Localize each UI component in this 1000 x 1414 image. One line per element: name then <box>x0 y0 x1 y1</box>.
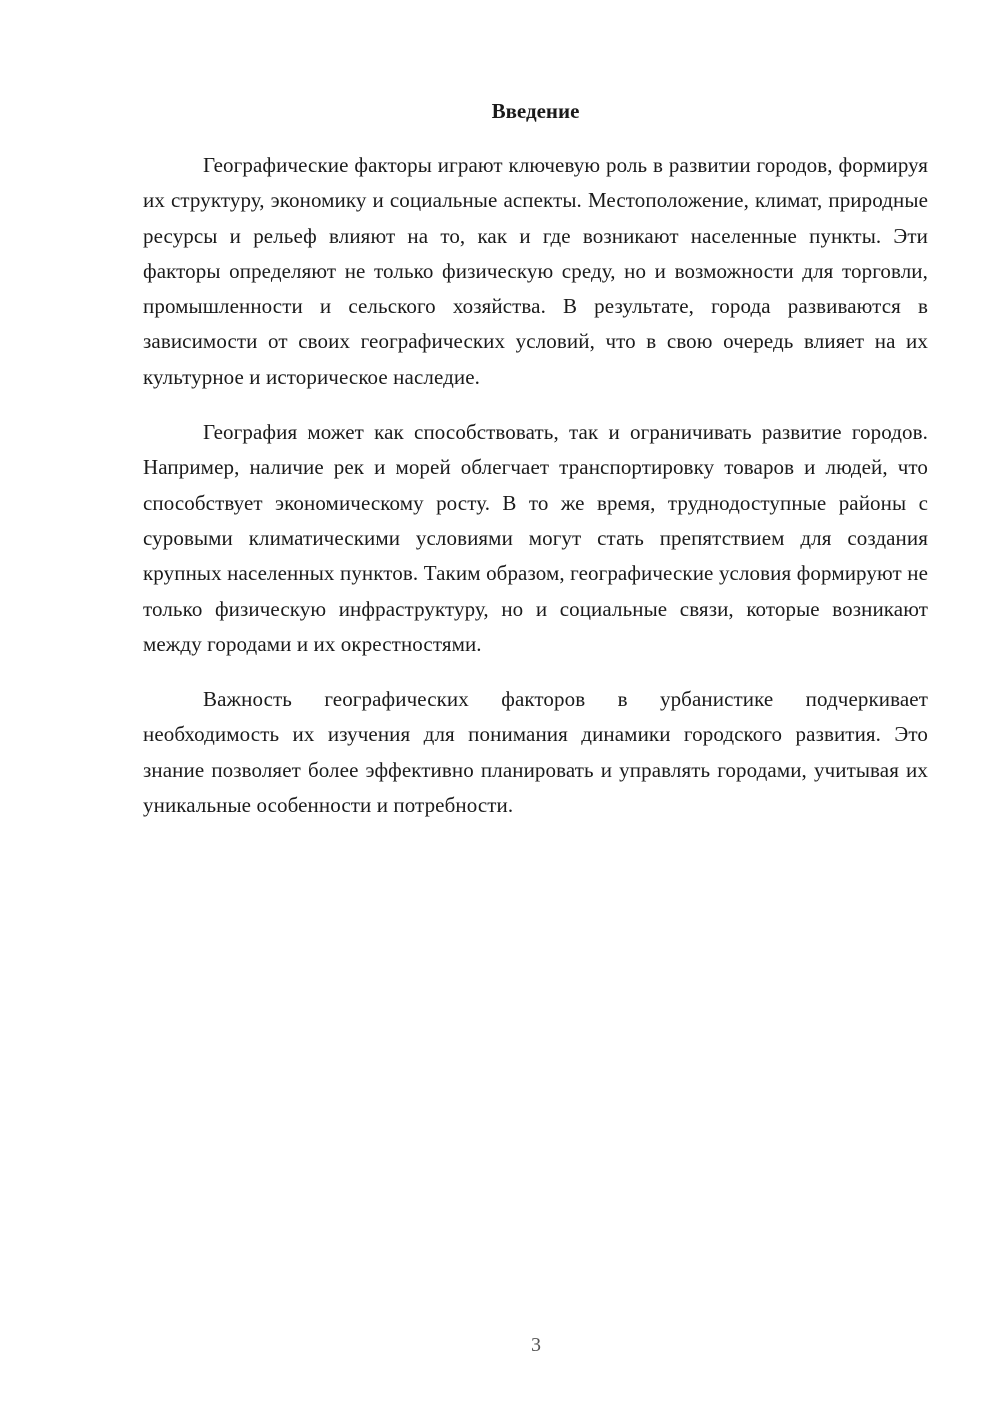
paragraph-3: Важность географических факторов в урбанистике подчеркивает необходимость их изучения для понимания динамики городского развития. Это знание позволяет более эффективно планировать и управлять городами, учитывая их уникальные особенности и потребности. <box>143 687 928 818</box>
paragraph-1: Географические факторы играют ключевую роль в развитии городов, формируя их структуру, экономику и социальные аспекты. Местоположение, климат, природные ресурсы и рельеф влияют на то, как и где возникают населенные пункты. Эти факторы определяют не только физическую среду, но и возможности для торговли, промышленности и сельского хозяйства. В результате, города развиваются в зависимости от своих географических условий, что в свою очередь влияет на их культурное и историческое наследие. <box>143 153 928 389</box>
section-heading: Введение <box>491 99 580 123</box>
page-content <box>143 94 928 843</box>
page-number: 3 <box>531 1334 541 1356</box>
paragraph-2: География может как способствовать, так и ограничивать развитие городов. Например, наличие рек и морей облегчает транспортировку товаров и людей, что способствует экономическому росту. В то же время, труднодоступные районы с суровыми климатическими условиями могут стать препятствием для создания крупных населенных пунктов. Таким образом, географические условия формируют не только физическую инфраструктуру, но и социальные связи, которые возникают между городами и их окрестностями. <box>143 420 928 656</box>
